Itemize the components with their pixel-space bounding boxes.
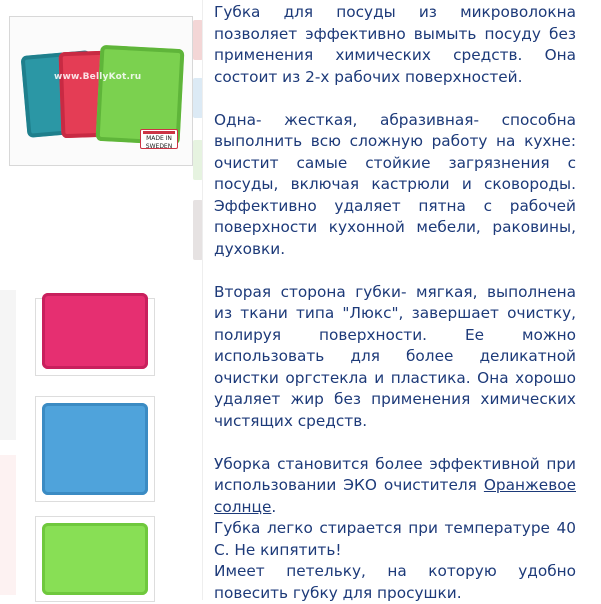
photo-watermark: www.BellyKot.ru bbox=[54, 72, 142, 82]
cropped-image-edge bbox=[0, 455, 16, 595]
paragraph-hard-side: Одна- жесткая, абразивная- способна выполнить всю сложную работу на кухне: очистит самые стойкие загрязнения с посуды, включая кастрюли и сковороды. Эффективно удаляет пятна с рабочей поверхности кухонной мебели, раковины, духовки. bbox=[214, 110, 576, 258]
pink-sponge-thumbnail bbox=[35, 298, 155, 376]
paragraph-loop: Имеет петельку, на которую удобно повесить губку для просушки. bbox=[214, 562, 576, 602]
product-photo bbox=[9, 16, 193, 166]
cropped-image-edge bbox=[0, 290, 16, 440]
description-text bbox=[214, 2, 576, 604]
column-divider bbox=[202, 0, 203, 600]
paragraph-washing: Губка легко стирается при температуре 40 С. Не кипятить! bbox=[214, 519, 576, 559]
image-column bbox=[0, 0, 205, 600]
cleaner-text-end: . bbox=[271, 497, 277, 516]
blue-sponge-thumbnail bbox=[35, 396, 155, 502]
paragraph-cleaner bbox=[214, 454, 576, 519]
paragraph-intro: Губка для посуды из микроволокна позволяет эффективно вымыть посуду без применения химических средств. Она состоит из 2-х рабочих поверхностей. bbox=[214, 3, 576, 86]
tag-text: MADE IN SWEDEN bbox=[145, 135, 173, 150]
pink-sponge-icon bbox=[42, 293, 148, 369]
green-sponge-icon bbox=[42, 523, 148, 595]
paragraph-soft-side: Вторая сторона губки- мягкая, выполнена из ткани типа "Люкс", завершает очистку, полируя поверхности. Ее можно использовать для более деликатной очистки оргстекла и пластика. Она хорошо удаляет жир без применения химических чистящих средств. bbox=[214, 282, 576, 430]
green-sponge-thumbnail bbox=[35, 516, 155, 602]
made-in-sweden-tag bbox=[140, 129, 178, 149]
orange-sun-link[interactable]: Оранжевое солнце bbox=[214, 476, 576, 516]
blue-sponge-icon bbox=[42, 403, 148, 495]
cleaner-text: Уборка становится более эффективной при использовании ЭКО очистителя bbox=[214, 454, 576, 494]
